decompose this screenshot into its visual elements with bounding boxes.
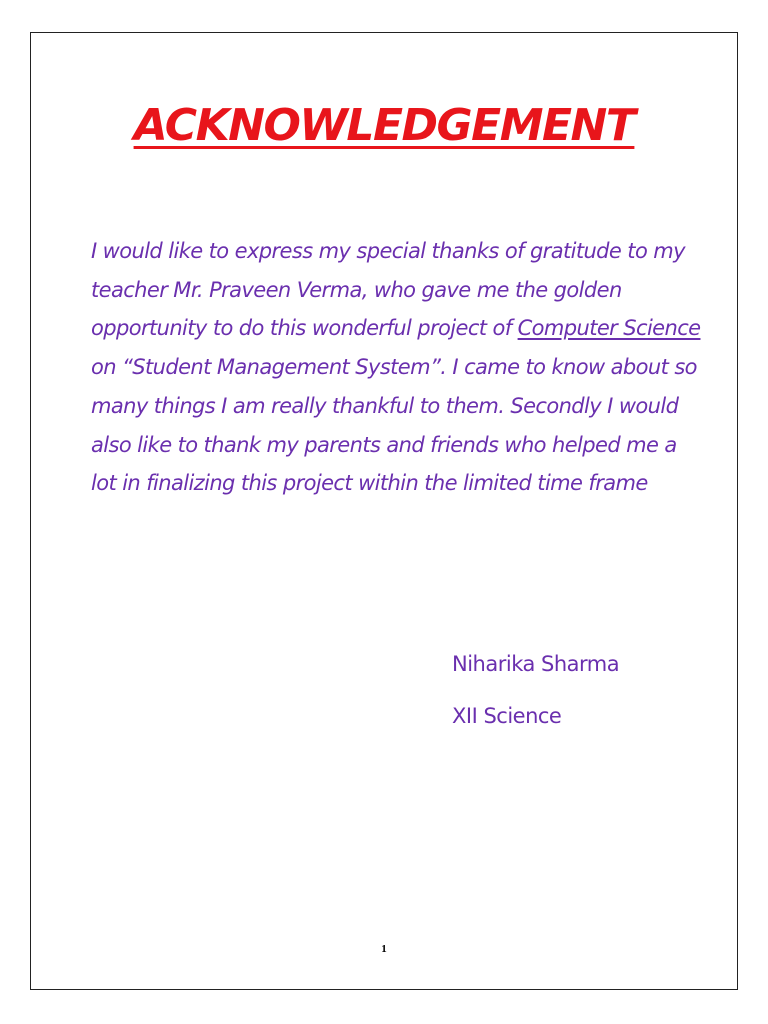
signature-class: XII Science xyxy=(452,704,562,728)
signature-name: Niharika Sharma xyxy=(452,652,620,676)
paragraph-text-end: on “Student Management System”. I came to know about so many things I am really thankful to them. Secondly I would also like to thank my parents and friends who helped me a lot in finalizing this project within the limited time frame xyxy=(91,355,697,496)
page-title: ACKNOWLEDGEMENT xyxy=(133,100,635,151)
acknowledgement-paragraph xyxy=(91,232,701,503)
page-border xyxy=(30,32,738,990)
page-number: 1 xyxy=(381,943,387,955)
paragraph-text-start: I would like to express my special thanks of gratitude to my teacher Mr. Praveen Verma, who gave me the golden opportunity to do this wonderful project of xyxy=(91,239,685,341)
underlined-subject: Computer Science xyxy=(517,316,701,341)
